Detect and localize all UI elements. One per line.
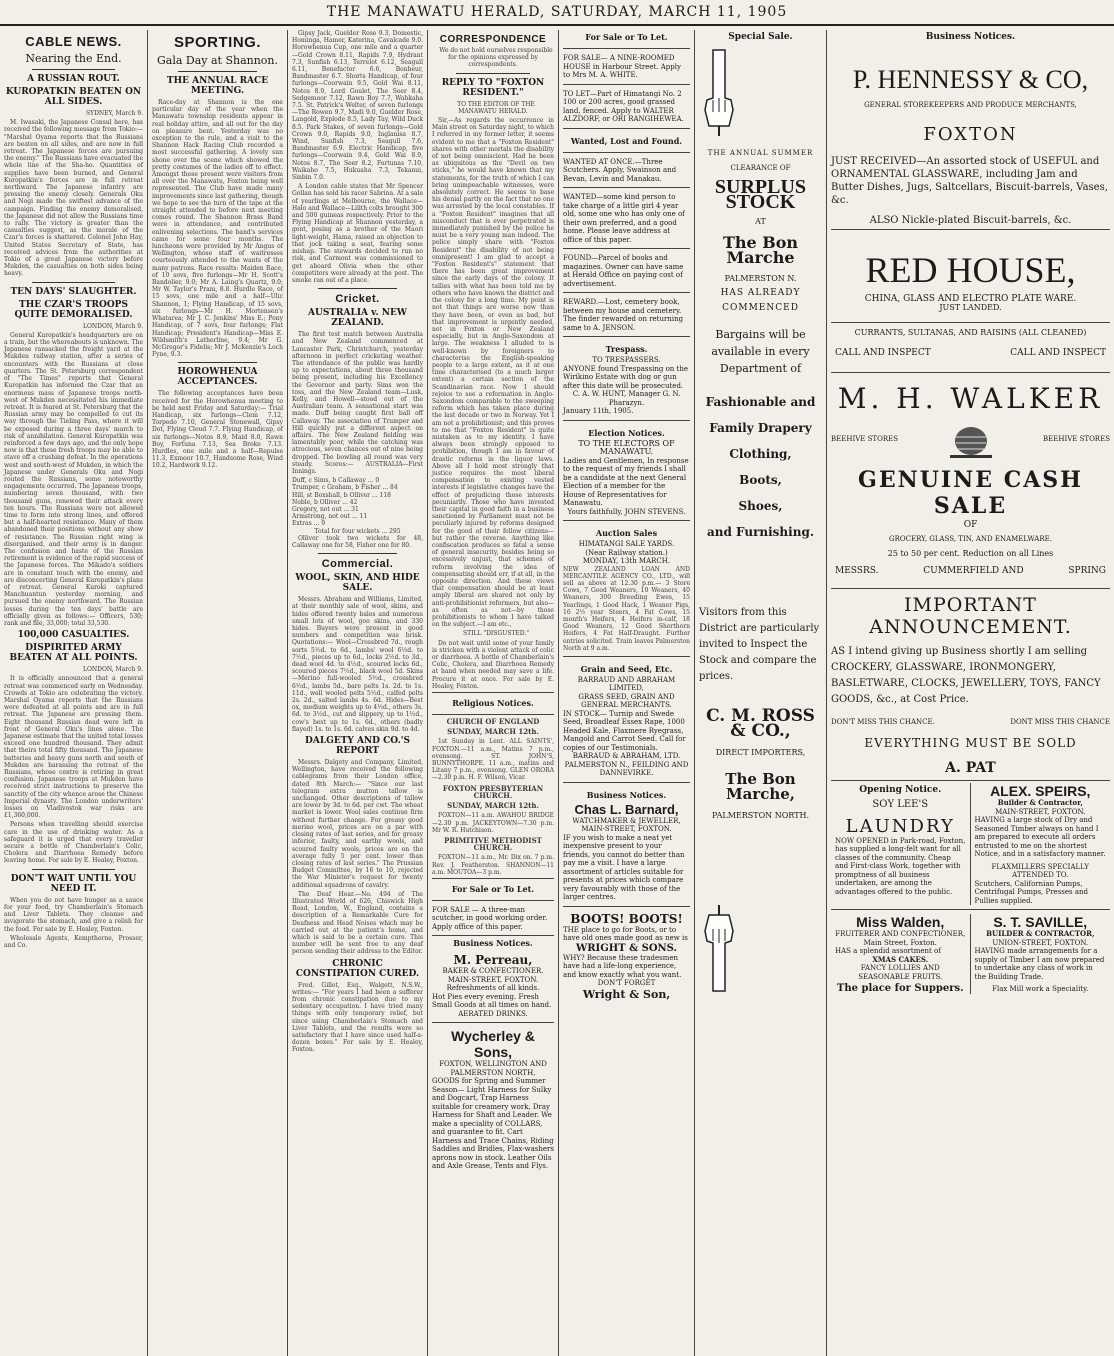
for-sale-heading: For Sale or To Let. bbox=[563, 32, 690, 49]
disclaimer: We do not hold ourselves responsible for the opinions expressed by correspondents. bbox=[439, 47, 553, 69]
story-heading: THE ANNUAL RACE MEETING. bbox=[166, 76, 269, 96]
sale-announcement: THE ANNUAL SUMMER CLEARANCE OF SURPLUS STOCK AT The Bon Marche PALMERSTON N. HAS ALREADY COMMENCED Bargains will be available in every Department of Fashionable and Family Drapery Clothing, Boots, Shoes, and Furnishing. Visitors from this District are particularly invited to Inspect the Stock and compare the prices. C. M. ROSS & CO., DIRECT IMPORTERS, The Bon Marche, PALMERSTON NORTH. bbox=[699, 149, 820, 820]
column-sporting bbox=[148, 30, 287, 1354]
masthead-title: THE MANAWATU HERALD, SATURDAY, MARCH 11, 1905 bbox=[326, 4, 788, 20]
found-ad: FOUND—Parcel of books and magazines. Owner can have same at Herald Office on paying cost of advertisement. bbox=[563, 251, 690, 293]
divider bbox=[32, 869, 115, 870]
story-body: SYDNEY, March 9. M. Iwasaki, the Japanese Consul here, has received the following message from Tokio:— "Marshal Oyama reports that the Russians are beaten on all sides, and are now in full retreat. The Japanese forces are pursuing the enemy." The Russians have evacuated the whole line of the Sha-ho. Quantities of supplies have been burned, and General Kuropatkin's forces are in full retreat northward. The Japanese infantry are pressing the enemy closely. Generals Oku and Nogi made the swiftest advance of the campaign. Finding the enemy demoralised, the Japanese did not allow the Russians time to rally. The victory is greater than the casualties suggest, as the morale of the Czar's forces is shattered. Colonel John Hay, United States Secretary of State, has received advices from the authorities at Tokio of a great Japanese victory before Mukden, the casualties on both sides being heavy. bbox=[4, 110, 143, 278]
auction-ad: Auction Sales HIMATANGI SALE YARDS. (Near Railway station.) MONDAY, 13th MARCH. NEW ZEALAND LOAN AND MERCANTILE AGENCY CO., LTD., will sell as above at 12.30 p.m.— 3 Store Cows, 7 Good Weaners, 10 Weaners, 40 Weaners, 300 Breeding Ewes, 15 Yearlings, 1 Good Hack, 1 Weaner Pigs, 16 2½ year Steers, 4 Fat Cows, 15 month's Heifers, 4 Heifers in-calf, 18 Good Weaners, 12 Good Shorthorn Heifers, 4 Fat Half-Draught. Further entries solicited. Train leaves Palmerston North at 9 a.m. bbox=[563, 523, 690, 657]
reward-ad: REWARD.—Lost, cemetery book, between my house and cemetery. The finder rewarded on returning same to A. JENSON. bbox=[563, 295, 690, 337]
business-notices-heading: Business Notices. bbox=[925, 32, 1016, 42]
wright-boots-ad: BOOTS! BOOTS! THE place to go for Boots, or to have old ones made good as new is WRIGHT & SONS. WHY? Because these tradesmen have had a life-long experience, and know exactly what you want. DON'T FORGET Wright & Son, bbox=[563, 911, 688, 1001]
story-heading: CHRONIC CONSTIPATION CURED. bbox=[295, 958, 420, 979]
story-body: Race-day at Shannon is the one particular day of the year when the Manawatu township residents appear in real holiday attire, and all out for the day on pleasure bent. Yesterday was no exception to the rule, and a visit to the Shannon Hack Racing Club recorded a most successful gathering. A lovely sun shone over the scene which showed the pretty costumes of the ladies off to effect. Amongst those present were visitors from all over the Manawatu, Foxton being well represented. The Club have made many improvements since last gathering, though we hope to see the turn of the tape at the straight attended to before next meeting comes round. The Shannon Brass Band were in attendance, and contributed enlivening selections. The band's services came for some four months. The luncheons were provided by Mr Angus of Wellington, whose staff of waitresses courteously attended to the wants of the many patrons. Race results: Maiden Race, of 10 sovs, five furlongs—Mr H. Scott's Bandolier, 9.0; Mr A. Laing's Quartz, 9.0; Mr W. Taylor's Pram, 8.8. Hurdle Race, of 15 sovs, one mile and a half—Ulic Shannon, 1; Flying Handicap, of 15 sovs, six furlongs—Mr H. Mortensen's Whatarea; Mr J. C. Jenkins' Miss E.; Pony Handicap, of 7 sovs, four furlongs; Flat Handicap; President's Handicap—Miss E. Wildsmith's Latherline, 9.4; Mr G. McGregor's Fidelis; Mr J. McKenzie's Loch Fyne, 9.3. bbox=[152, 99, 283, 359]
beehive-label-left: BEEHIVE STORES bbox=[831, 434, 899, 443]
story-heading: A RUSSIAN ROUT. bbox=[27, 74, 120, 84]
story-heading: DALGETY AND CO.'S REPORT bbox=[305, 736, 410, 757]
religious-notices: Religious Notices. bbox=[432, 692, 554, 715]
divider bbox=[456, 73, 529, 74]
speirs-ad: ALEX. SPEIRS, Builder & Contractor, MAIN-STREET, FOXTON. HAVING a large stock of Dry and Seasoned Timber always on hand I am prepared to execute all orders entrusted to me on the shortest Notice, and in a satisfactory manner. FLAXMILLERS SPECIALLY ATTENDED TO. Scutchers, Californian Pumps, Centrifugal Pumps, Presses and Pullies supplied. bbox=[974, 783, 1106, 905]
red-house-ad: RED HOUSE, CHINA, GLASS AND ELECTRO PLATE WARE. JUST LANDED. CURRANTS, SULTANAS, AND RAISINS (ALL CLEANED) CALL AND INSPECT CALL AND INSPECT bbox=[831, 232, 1110, 373]
call-and-inspect-left: CALL AND INSPECT bbox=[835, 347, 931, 358]
letter-heading: REPLY TO "FOXTON RESIDENT." bbox=[441, 77, 545, 98]
score-table: Duff, c Sims, b Callaway ... 0 Trumper, c Graham, b Fisher ... 84 Hill, st Boxshall, b Olliver ... 118 Noble, b Olliver ... 42 Gregory, not out ... 31 Armstrong, not out ... 11 Extras ... 9 Total for four wickets ... 295 Olliver took two wickets for 48, Callaway one for 58, Fisher one for 80. bbox=[292, 477, 423, 549]
wanted-ad: WANTED AT ONCE.—Three Scutchers. Apply, Swainson and Bevan, Levin and Manakau. bbox=[563, 155, 690, 189]
business-notices-heading: Business Notices. bbox=[453, 938, 533, 949]
story-body: LONDON, March 9. General Kuropatkin's headquarters are on a train, but the whereabouts is unknown. The Japanese ransacked the freight yard at the Mukden railway station, after a series of encounters with the Russians at close quarters. The St. Petersburg correspondent of "The Times" reports that General Kuropatkin has informed the Czar that an enormous mass of Japanese troops north-west of Mukden necessitated his immediate retreat. It is feared at St. Petersburg that the Russian army may be compelled to cut its way through the Tieling Pass, where it will be exposed during a three days' march to risk of annihilation. General Kuropatkin was reinforced a few days ago, and the only hope now is that these fresh troops may be able to stave off a crushing defeat. In the operations west and south-west of Mukden, in which the Japanese under Generals Oku and Nogi routed the Russians, some noteworthy engagements occurred. The Japanese troops, numbering seven thousand, with two thousand guns, renewed their attack every ten hours. The Russians were not allowed time to form into strong lines, and offered but a half-hearted resistance. Many of them abandoned their positions without any show of resistance. The Russian right wing is disorganised, and their army is in danger. The confusion and haste of the Russian retirement is evidence of the rapid success of the Japanese forces. The Mikado's soldiers are in constant touch with the enemy, and are disconcerting General Kuropatkin's plans of retreat. General Kuroki captured Manchuantun yesterday morning, and pursued the enemy northward. The Russian losses during the ten days' battle are officially given as follows:— Officers, 530; rank and file, 33,000; total 33,530. bbox=[4, 322, 143, 627]
divider bbox=[178, 71, 257, 72]
divider bbox=[32, 69, 115, 70]
story-body: The following acceptances have been received for the Horowhenua meeting to be held next Friday and Saturday:— Trial Handicap, six furlongs—Clem 7.12, Torpedo 7.10, General Stonewall, Gipsy Dot, Flying Cloud 7.7. Flying Handicap, of six furlongs—Notos 8.9, Maid 8.0, Rawn Boy, Fortuna 7.13, Sea Broke 7.13. Hurdles, one mile and a half—Repulse 11.3, Exmoor 10.7, Handsome Rose, Wind 10.2, Hardwork 9.12. bbox=[152, 390, 283, 470]
column-sport-cricket-commercial bbox=[288, 30, 427, 1354]
column-correspondence bbox=[428, 30, 558, 1354]
section-subheading: Nearing the End. bbox=[25, 52, 122, 65]
story-subheading: WOOL, SKIN, AND HIDE SALE. bbox=[295, 573, 420, 594]
spring-label: SPRING bbox=[1068, 566, 1106, 576]
pointing-hand-icon bbox=[699, 893, 739, 1003]
hennessy-ad: P. HENNESSY & CO, GENERAL STOREKEEPERS AND PRODUCE MERCHANTS, FOXTON JUST RECEIVED—An assorted stock of USEFUL and ORNAMENTAL GLASSWARE, including Jam and Butter Dishes, Jugs, Saltcellars, Biscuit-barrels, Vases, &c. ALSO Nickle-plated Biscuit-barrels, &c. bbox=[831, 44, 1110, 230]
grain-ad: Grain and Seed, Etc. BARRAUD AND ABRAHAM LIMITED, GRASS SEED, GRAIN AND GENERAL MERCHANTS. IN STOCK— Turnip and Swede Seed, Broadleaf Essex Rape, 1000 Headed Kale, Flaxmere Ryegrass, Mangold and Carrot Seed. Call for copies of our Testimonials. BARRAUD & ABRAHAM, LTD. PALMERSTON N., FEILDING AND DANNEVIRKE. bbox=[563, 659, 690, 783]
walker-ad: M. H. WALKER BEEHIVE STORES BEEHIVE STORES GENUINE CASH SALE OF GROCERY, GLASS, TIN, AND ENAMELWARE. 25 to 50 per cent. Reduction on all Lines MESSRS. CUMMERFIELD AND SPRING bbox=[831, 375, 1110, 590]
divider bbox=[318, 553, 397, 554]
bottom-ads-2 bbox=[831, 909, 1110, 994]
section-heading: CORRESPONDENCE bbox=[439, 34, 547, 45]
wycherley-ad: Wycherley & Sons, FOXTON, WELLINGTON AND PALMERSTON NORTH, GOODS for Spring and Summer Season— Light Harness for Sulky and Dogcart, Trap Harness suitable for creamery work, Dray Harness for Shaft and Leader. We make a speciality of COLLARS, and guarantee to fit. Cart Harness and Trace Chains, Riding Saddles and Bridles, Flax-washers aprons now in stock. Leather Oils and Axle Grease, Tents and Flys. bbox=[432, 1028, 554, 1171]
for-sale-ad: FOR SALE — A three-man scutcher, in good working order. Apply office of this paper. bbox=[432, 903, 554, 937]
pat-ad: IMPORTANT ANNOUNCEMENT. AS I intend giving up Business shortly I am selling CROCKERY, GLASSWARE, IRONMONGERY, BASLETWARE, CLOCKS, JEWELLERY, TOYS, FANCY GOODS, &c., at Cost Price. DON'T MISS THIS CHANCE. DONT MISS THIS CHANCE EVERYTHING MUST BE SOLD A. PAT bbox=[831, 591, 1110, 781]
story-body: Messrs. Abraham and Williams, Limited, at their monthly sale of wool, skins, and hides offered twenty bales and numerous small lots of wool, goo skins, and 330 hides. Buyers were present in good numbers and competition was brisk. Quotations:— Wool—Crossbred 7d., rough sorts 5½d. to 6d., lambs' wool 6½d. to 7½d., pieces up to 6d., locks 2½d. to 3d., dead wool 4d. to 4½d., scoured locks 6d., scoured pieces 7½d., black wool 5d. Skins—Merino full-wooled 5½d., crossbred 6½d., lambs 5d., bare pelts 1s. 2d. to 1s. 11d., well wooled pelts 5½d., calfed pelts 2s. 2d., salted lambs 4s. 6d. Hides—Best ox, medium weights up to 4½d., others 3s. 6d. to 3½d., cut and slippery, up to 1½d., cow's best up to 1s. 6d., others (badly flayed) 1s. to 1s. 6d. calves skin 9d. to 4d. bbox=[292, 596, 423, 733]
divider bbox=[32, 282, 115, 283]
trespass-ad: Trespass. TO TRESPASSERS. ANYONE found Trespassing on the Wirikino Estate with dog or gun after this date will be prosecuted. C. A. W. HUNT, Manager G. N. Pharazyn. January 11th, 1905. bbox=[563, 339, 690, 421]
saville-ad: S. T. SAVILLE, BUILDER & CONTRACTOR, UNION-STREET, FOXTON. HAVING made arrangements for a supply of Timber I am now prepared to undertake any class of work in the Building Trade. Flax Mill work a Speciality. bbox=[974, 914, 1105, 993]
story-heading: TEN DAYS' SLAUGHTER. bbox=[10, 286, 137, 297]
story-body: When you do not have hunger as a sauce for your food, try Chamberlain's Stomach and Liver Tablets. They cleanse and invigorate the stomach, and give a relish for the food. For sale by E. Healey, Foxton. Wholesale Agents, Kempthorne, Prosser, and Co. bbox=[4, 896, 143, 949]
story-subheading: THE CZAR'S TROOPS QUITE DEMORALISED. bbox=[14, 299, 133, 320]
for-sale-heading: For Sale or To Let. bbox=[432, 878, 554, 901]
story-subheading: AUSTRALIA v. NEW ZEALAND. bbox=[308, 308, 407, 329]
story-subheading: KUROPATKIN BEATEN ON ALL SIDES. bbox=[5, 87, 142, 107]
section-heading: CABLE NEWS. bbox=[25, 34, 122, 49]
story-body: LONDON, March 9. It is officially announced that a general retreat was commenced early on Wednesday. Crowds at Tokio are celebrating the victory. Marshal Oyama reports that the Russians were defeated at all points and are in full retreat. The Japanese are pressing them. Eight thousand Russian dead were left in front of General Oku's lines alone. The Japanese estimate that the united total losses exceed one hundred thousand. They admit that theirs total fifty thousand. The Japanese batteries and heavy guns north and south of Mukden are harassing the retreat of the Russians, whose centre is retiring in great confusion. Japanese troops at Mukden have received strict instructions to preserve the sanctity of the city whence arose the Chinese Imperial dynasty. The London underwriters' losses on Vladivostok war risks are £1,360,000. Persons when travelling should exercise care in the use of drinking water. As a safeguard it is urged that every traveller secure a bottle of Chamberlain's Colic, Cholera and Diarrhoea Remedy before leaving home. For sale by E. Healey, Foxton. bbox=[4, 666, 143, 865]
column-classifieds bbox=[559, 30, 694, 1354]
beehive-icon bbox=[946, 419, 996, 459]
beehive-label-right: BEEHIVE STORES bbox=[1042, 434, 1110, 443]
dont-miss-right: DONT MISS THIS CHANCE bbox=[1010, 718, 1110, 726]
section-heading: Commercial. bbox=[321, 558, 394, 571]
story-body: Messrs. Dalgety and Company, Limited, Wellington, have received the following cablegrams from their London office, dated 8th March:— "Since our last telegram extra mutton tallow is unchanged. Other descriptions of tallow are lower by 3d. to 6d. per cwt. The wheat market is lower. Wool sales continue firm without further change. For greasy good merino wool, prices are on a par with closing rates of last series, and for greasy inferior, faulty, and earthy wools, and scoured faulty wools, prices are on the average fully 5 per cent. lower than closing rates of last series." The Prussian Budget Committee, by 16 to 10, rejected the War Minister's request for twenty additional squadrons of cavalry. The Deaf Hear.—No. 494 of The Illustrated World of 626, Chiswick High Road, London, W., England, contains a description of a Remarkable Cure for Deafness and Head Noises which may be carried out at the patient's home, and which is said to be a certain cure. This number will be sent free to any deaf person sending their address to the Editor. bbox=[292, 759, 423, 956]
for-sale-house-ad: FOR SALE— A NINE-ROOMED HOUSE in Harbour Street. Apply to Mrs M. A. WHITE. bbox=[563, 51, 690, 85]
letter-body: TO THE EDITOR OF THE MANAWATU HERALD. Sir,—As regards the occurrence in Main street on Saturday night, to which I referred in my former letter, it seems evident to me that a "Foxton Resident" shares with other mortals the disability of not being omniscient. Had he been as ubiquitous as the "Devil on two sticks," he would have known that my statements, for the truth of which I can bring unimpeachable witnesses, were absolutely correct. He seems to base his denial partly on the fact that no one was arrested by the local constables. If a "Foxton Resident" imagines that all misconduct that is ever perpetrated is immediately punished by the police he must be a very young man indeed. The police simply share with "Foxton Resident" the disability of not being omnipresent! I am glad to accept a "Foxton Resident's" statement that there has been great improvement since the early days of the colony. It tallies with what has been told me by others who have known the district and the colony for a long time. My point is not that things are worse now than they have been, or even as bad, but that improvement is urgently needed, not in Foxton or New Zealand especially, but in Anglo-Saxondom at large. The weakness I alluded to is well-known by foreigners to characterise the English-speaking people to a large extent, as it at one time characterised (to a much larger extent) a certain section of the Scandinavian race. Now I should rejoice to see a reformation in Anglo-Saxondom comparable to the sweeping reform which has taken place during the last decade or two in Norway. Yet I am not a prohibitionist; and this proves to me that "Foxton Resident" is quite mistaken as to my identity. I have always been strongly opposed to prohibition, though I am in favour of drastic reforms in the liquor laws. Above all I hold most strongly that justice requires the most liberal compensation to existing vested interests if legislative changes have the effect of prejudicing those interests pecuniarily. Those who have invested their capital in good faith in a business sanctioned by Parliament must not be peculiarly injured by reforms designed for the good of their fellow citizens—but rather the reverse. Anything like confiscation produces so fatal a sense of general insecurity, besides being so excessively unjust, that schemes of reform involving the idea of compensating should err, if at all, in the opposite direction. And these views that compensation should be at least amply liberal are shared not only by anti-prohibitionist reformers, but also—as often as not—by those prohibitionists to whom I have talked on the subject.—I am etc., STILL "DISGUSTED." Do not wait until some of your family is stricken with a violent attack of colic or diarrhoea. A bottle of Chamberlain's Colic, Cholera, and Diarrhoea Remedy at hand when needed may save a life. Procure it at once. For sale by E. Healey, Foxton. bbox=[432, 100, 554, 690]
pointing-hand-icon bbox=[699, 48, 739, 138]
special-sale-heading: Special Sale. bbox=[728, 32, 793, 42]
dont-miss-left: DON'T MISS THIS CHANCE. bbox=[831, 718, 935, 726]
wanted-ad: WANTED—some kind person to take charge of a little girl 4 year old, some one who has only one of their own preferred, and a good home. Please leave address at office of this paper. bbox=[563, 190, 690, 249]
story-body: Fred. Gillet, Esq., Walgett, N.S.W., writes:— "For years I had been a sufferer from chronic constipation due to my sedentary occupation. I have tried many things with only temporary relief, but since using Chamberlain's Stomach and Liver Tablets, and the results were so satisfactory that I have since used half-a-dozen boxes." For sale by E. Healey, Foxton. bbox=[292, 981, 423, 1054]
divider bbox=[178, 362, 257, 363]
story-heading: 100,000 CASUALTIES. bbox=[17, 630, 130, 641]
divider bbox=[318, 288, 397, 289]
election-ad: Election Notices. TO THE ELECTORS OF MANAWATU. Ladies and Gentlemen, In response to the request of my friends I shall be a candidate at the next General Election of a member for the House of Representatives for Manawatu. Yours faithfully, JOHN STEVENS. bbox=[563, 423, 690, 522]
walden-ad: Miss Walden, FRUITERER AND CONFECTIONER, Main Street, Foxton. HAS a splendid assortment of XMAS CAKES. FANCY LOLLIES AND SEASONABLE FRUITS. The place for Suppers. bbox=[831, 914, 971, 994]
call-and-inspect-right: CALL AND INSPECT bbox=[1010, 347, 1106, 358]
wanted-heading: Wanted, Lost and Found. bbox=[563, 131, 690, 153]
soy-lee-laundry-ad: Opening Notice. SOY LEE'S LAUNDRY NOW OPENED in Park-road, Foxton, has supplied a long-felt want for all classes of the community. Cheap and First-class Work, together with promptness of all business undertaken, are among the advantages offered to the public. bbox=[831, 783, 971, 905]
bottom-ads bbox=[831, 783, 1110, 905]
masthead bbox=[0, 0, 1114, 26]
barnard-ad: Business Notices. Chas L. Barnard, WATCHMAKER & JEWELLER, MAIN-STREET, FOXTON. IF you wish to make a neat yet inexpensive present to your friends, you cannot do better than pay me a visit. I have a large assortment of articles suitable for presents at prices which compare very favourably with those of the larger centres. bbox=[563, 785, 690, 907]
section-heading: SPORTING. bbox=[173, 34, 261, 51]
story-heading: DON'T WAIT UNTIL YOU NEED IT. bbox=[10, 873, 137, 894]
to-let-ad: TO LET—Part of Himatangi No. 2 100 or 200 acres, good grassed land, fenced. Apply to WALTER ALZDORF, or ORI RANGIHEWEA. bbox=[563, 87, 690, 129]
cummerfield-label: CUMMERFIELD AND bbox=[923, 566, 1024, 576]
story-heading: DISPIRITED ARMY BEATEN AT ALL POINTS. bbox=[9, 643, 138, 664]
column-business-notices bbox=[827, 30, 1114, 1354]
messrs-label: MESSRS. bbox=[835, 566, 879, 576]
section-heading: Cricket. bbox=[335, 293, 380, 306]
column-special-sale bbox=[695, 30, 826, 1354]
perreau-ad: M. Perreau, BAKER & CONFECTIONER. MAIN-STREET, FOXTON. Refreshments of all kinds. Hot Pies every evening. Fresh Small Goods at all times on hand. AERATED DRINKS. bbox=[432, 950, 554, 1023]
story-heading: HOROWHENUA ACCEPTANCES. bbox=[177, 367, 258, 388]
story-body: The first test match between Australia and New Zealand commenced at Lancaster Park, Christchurch, yesterday afternoon in perfect cricketing weather. The attendance of the public was hardly up to expectations, about three thousand being present, including his Excellency the Governor and party. Sims won the toss, and the New Zealand team—Lusk, Kelly, and Howell—stood out of the Australian team. A sensational start was made. Duff being caught first ball off Callaway. The association of Trumper and Hill quickly put a different aspect on affairs. The New Zealand fielding was lamentably poor, while the catching was atrocious, seven chances out of nine being dropped. The bowling all round was very steady. Scores:— AUSTRALIA—First Innings. bbox=[292, 331, 423, 475]
church-notices: CHURCH OF ENGLAND SUNDAY, MARCH 12th. 1st Sunday in Lent. ALL SAINTS', FOXTON.—11 a.m., Matins 7 p.m., evensong. ST. JOHN'S, BUNNYTHORPE. 11 a.m., matins and Litany 7 p.m., evensong. GLEN ORORA—2.30 p.m. H. F. Wilson, Vicar. FOXTON PRESBYTERIAN CHURCH. SUNDAY, MARCH 12th. FOXTON—11 a.m. AWAHOU BRIDGE—2.30 p.m. JACKEYTOWN—7.30 p.m. Mr W. R. Hutchison. PRIMITIVE METHODIST CHURCH. FOXTON—11 a.m., Mr. Dix on. 7 p.m. Rev. J. Featherston. SHANNON—11 a.m. MOUTOA—3 p.m. bbox=[432, 717, 554, 876]
section-subheading: Gala Day at Shannon. bbox=[156, 54, 279, 67]
story-body: Gipsy Jack, Guelder Rose 9.3, Domestic, Hominga, Hamer, Katerina, Cavalcade 9.0. Horowhenua Cup, one mile and a quarter—Gold Crown 8.11, Rapids 7.9, Hydrant 7.3, Sunfish 6.13, Terrelot 6.12, Seagull 6.11, Benefactor 6.6, Bonheur, Bandmaster 6.7. Shorts Handicap, of four furlongs—Coorwain 9.5, Gold Wai 8.11, Notos 8.9, Lord Goulet, The Seer 8.4, Sedgemoor 7.12, Rawn Boy 7.7, Wahkaha 7.5. St. Patrick's Welter, of seven furlongs—The Rowen 9.7, Madi 9.0, Guelder Rose, Langold, Explode 8.5, Lady Tay, Wild Duck 8.5. Park Stakes, of seven furlongs—Gold Crown 9.0, Rapids 9.0, Inglanisa 8.7, Wind, Sunfish 7.3, Seagull 7.6, Bandmaster 6.9. Electric Handicap, five furlongs—Coorwain 9.4, Gold Wai 8.9, Notos 8.7, The Seer 8.2, Fortunas 7.10, Waikaho 7.5, Hukuaha 7.3, Tekanui, Sinbin 7.0. A London cable states that Mr Spencer Gollan has sold his racer Sabrina. At a sale of yearlings at Melbourne, the Wallace—Halo and Wallace—Lilith colts brought 300 and 500 guineas respectively. Prior to the Flying Handicap at Shannon yesterday, a gent, posing as a brother of the Maori light-weight, Hama, raised an objection to that jock taking a seat, fearing some mishap. The stewards decided to run no risk, and Carmont was commissioned to get aboard Olivia when the other competitors were already at the post. The smoke ran out of a place. bbox=[292, 30, 424, 284]
column-cable-news bbox=[0, 30, 147, 1354]
